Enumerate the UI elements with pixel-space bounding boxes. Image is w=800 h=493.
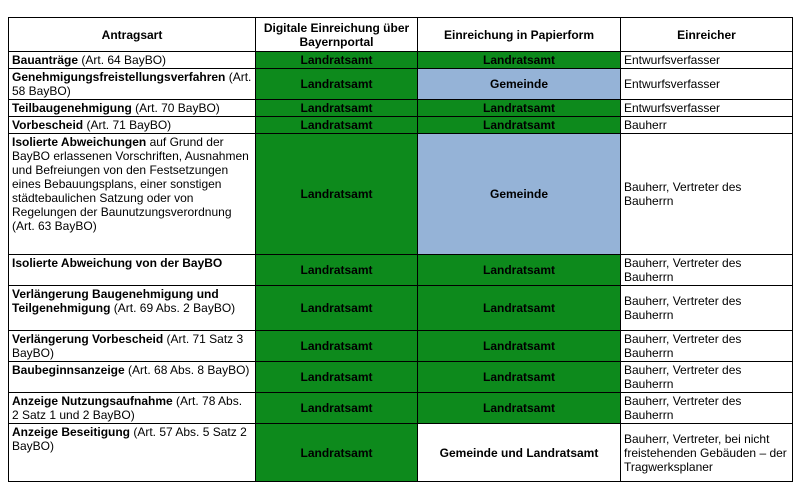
application-type-name: Isolierte Abweichungen: [12, 135, 147, 149]
header-row: [9, 18, 793, 52]
table-row: [9, 424, 793, 482]
application-type-cell: [9, 286, 256, 331]
application-type-cell: [9, 134, 256, 255]
application-type-cell: [9, 331, 256, 362]
table-row: [9, 52, 793, 69]
digital-authority-cell: Landratsamt: [256, 362, 418, 393]
application-type-cell: [9, 393, 256, 424]
table-row: [9, 117, 793, 134]
header-paper: Einreichung in Papierform: [418, 18, 621, 52]
header-digital: Digitale Einreichung über Bayernportal: [256, 18, 418, 52]
application-type-cell: [9, 362, 256, 393]
table-row: [9, 69, 793, 100]
table-body: [9, 52, 793, 482]
digital-authority-cell: Landratsamt: [256, 286, 418, 331]
digital-authority-cell: Landratsamt: [256, 117, 418, 134]
application-type-reference: (Art. 69 Abs. 2 BayBO): [110, 301, 236, 315]
application-type-name: Bauanträge: [12, 53, 79, 67]
digital-authority-cell: Landratsamt: [256, 134, 418, 255]
table-row: [9, 393, 793, 424]
paper-authority-cell: Landratsamt: [418, 117, 621, 134]
digital-authority-cell: Landratsamt: [256, 52, 418, 69]
digital-authority-cell: Landratsamt: [256, 69, 418, 100]
paper-authority-cell: Landratsamt: [418, 331, 621, 362]
submitter-cell: Bauherr, Vertreter des Bauherrn: [621, 134, 793, 255]
submitter-cell: Bauherr, Vertreter des Bauherrn: [621, 331, 793, 362]
application-type-name: Vorbescheid: [12, 118, 84, 132]
table-row: [9, 286, 793, 331]
application-type-cell: [9, 255, 256, 286]
application-type-reference: (Art. 71 BayBO): [83, 118, 172, 132]
application-type-name: Anzeige Nutzungsaufnahme: [12, 394, 173, 408]
submitter-cell: Entwurfsverfasser: [621, 52, 793, 69]
digital-authority-cell: Landratsamt: [256, 255, 418, 286]
paper-authority-cell: Landratsamt: [418, 362, 621, 393]
paper-authority-cell: Landratsamt: [418, 255, 621, 286]
digital-authority-cell: Landratsamt: [256, 424, 418, 482]
header-submitter: Einreicher: [621, 18, 793, 52]
application-type-reference: (Art. 78 Abs. 2 Satz 1 und 2 BayBO): [12, 394, 246, 422]
application-type-cell: [9, 69, 256, 100]
application-type-reference: (Art. 57 Abs. 5 Satz 2 BayBO): [12, 425, 251, 453]
application-type-reference: (Art. 70 BayBO): [131, 101, 220, 115]
application-type-cell: [9, 100, 256, 117]
paper-authority-cell: Landratsamt: [418, 100, 621, 117]
application-type-reference: (Art. 71 Satz 3 BayBO): [12, 332, 247, 360]
submitter-cell: Bauherr, Vertreter des Bauherrn: [621, 286, 793, 331]
application-type-name: Verlängerung Baugenehmigung und Teilgenehmigung: [12, 287, 219, 315]
paper-authority-cell: Landratsamt: [418, 52, 621, 69]
digital-authority-cell: Landratsamt: [256, 393, 418, 424]
table-row: [9, 255, 793, 286]
application-type-name: Verlängerung Vorbescheid: [12, 332, 164, 346]
table-row: [9, 331, 793, 362]
application-type-cell: [9, 52, 256, 69]
submitter-cell: Bauherr, Vertreter des Bauherrn: [621, 362, 793, 393]
application-type-cell: [9, 424, 256, 482]
paper-authority-cell: Gemeinde: [418, 134, 621, 255]
paper-authority-cell: Gemeinde und Landratsamt: [418, 424, 621, 482]
application-type-cell: [9, 117, 256, 134]
header-type: Antragsart: [9, 18, 256, 52]
submitter-cell: Entwurfsverfasser: [621, 100, 793, 117]
table-row: [9, 134, 793, 255]
submitter-cell: Bauherr, Vertreter des Bauherrn: [621, 255, 793, 286]
application-type-name: Isolierte Abweichung von der BayBO: [12, 256, 223, 270]
submitter-cell: Bauherr, Vertreter, bei nicht freistehenden Gebäuden – der Tragwerksplaner: [621, 424, 793, 482]
submitter-cell: Bauherr, Vertreter des Bauherrn: [621, 393, 793, 424]
application-type-reference: (Art. 64 BayBO): [78, 53, 167, 67]
application-type-name: Baubeginnsanzeige: [12, 363, 125, 377]
paper-authority-cell: Landratsamt: [418, 286, 621, 331]
application-type-name: Genehmigungsfreistellungsverfahren: [12, 70, 226, 84]
digital-authority-cell: Landratsamt: [256, 331, 418, 362]
application-type-reference: (Art. 58 BayBO): [12, 70, 255, 98]
submission-table: [8, 17, 793, 482]
application-type-name: Anzeige Beseitigung: [12, 425, 131, 439]
submitter-cell: Bauherr: [621, 117, 793, 134]
application-type-reference: auf Grund der BayBO erlassenen Vorschriften, Ausnahmen und Befreiungen von den Festsetzungen eines Bebauungsplans, einer sonstigen städtebaulichen Satzung oder von Regelungen der Baunutzungsverordnung (Art. 63 BayBO): [12, 135, 253, 233]
application-type-reference: (Art. 68 Abs. 8 BayBO): [124, 363, 250, 377]
digital-authority-cell: Landratsamt: [256, 100, 418, 117]
application-type-name: Teilbaugenehmigung: [12, 101, 132, 115]
paper-authority-cell: Landratsamt: [418, 393, 621, 424]
paper-authority-cell: Gemeinde: [418, 69, 621, 100]
table-row: [9, 100, 793, 117]
table-row: [9, 362, 793, 393]
submitter-cell: Entwurfsverfasser: [621, 69, 793, 100]
